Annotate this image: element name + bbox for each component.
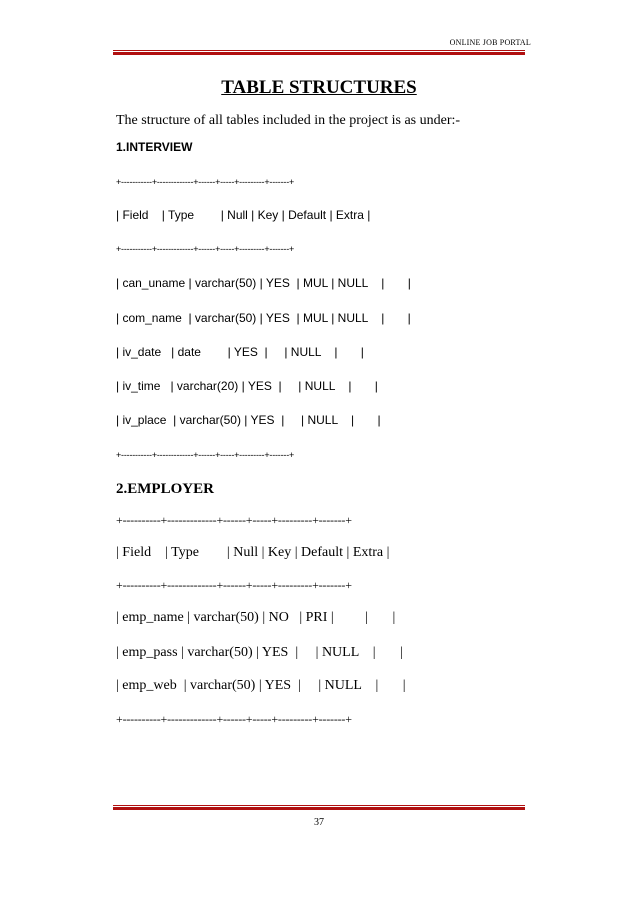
table-row: | com_name | varchar(50) | YES | MUL | NULL | | (116, 311, 411, 325)
header-rule (113, 50, 525, 55)
table-separator: +----------+-------------+------+-----+---------+-------+ (116, 513, 352, 527)
table-header-row: | Field | Type | Null | Key | Default | Extra | (116, 208, 371, 222)
footer-rule (113, 805, 525, 810)
table-row: | emp_web | varchar(50) | YES | | NULL | | (116, 678, 406, 693)
table-row: | can_uname | varchar(50) | YES | MUL | NULL | | (116, 276, 411, 290)
table-row: | iv_time | varchar(20) | YES | | NULL | | (116, 379, 378, 393)
section-heading-employer: 2.EMPLOYER (116, 481, 214, 497)
table-separator: +----------+-------------+------+-----+---------+-------+ (116, 578, 352, 592)
table-header-row: | Field | Type | Null | Key | Default | Extra | (116, 545, 390, 560)
running-header: ONLINE JOB PORTAL (449, 38, 531, 47)
table-separator: +-----------+-------------+------+-----+---------+-------+ (116, 450, 295, 460)
section-heading-interview: 1.INTERVIEW (116, 140, 193, 154)
table-row: | iv_date | date | YES | | NULL | | (116, 345, 364, 359)
page-title: TABLE STRUCTURES (221, 77, 417, 98)
table-row: | emp_pass | varchar(50) | YES | | NULL | | (116, 645, 403, 660)
table-row: | emp_name | varchar(50) | NO | PRI | | | (116, 610, 396, 625)
intro-text: The structure of all tables included in the project is as under:- (116, 113, 461, 128)
table-separator: +-----------+-------------+------+-----+---------+-------+ (116, 244, 295, 254)
table-row: | iv_place | varchar(50) | YES | | NULL | | (116, 413, 381, 427)
table-separator: +----------+-------------+------+-----+---------+-------+ (116, 712, 352, 726)
table-separator: +-----------+-------------+------+-----+---------+-------+ (116, 177, 295, 187)
page-number: 37 (314, 817, 324, 828)
